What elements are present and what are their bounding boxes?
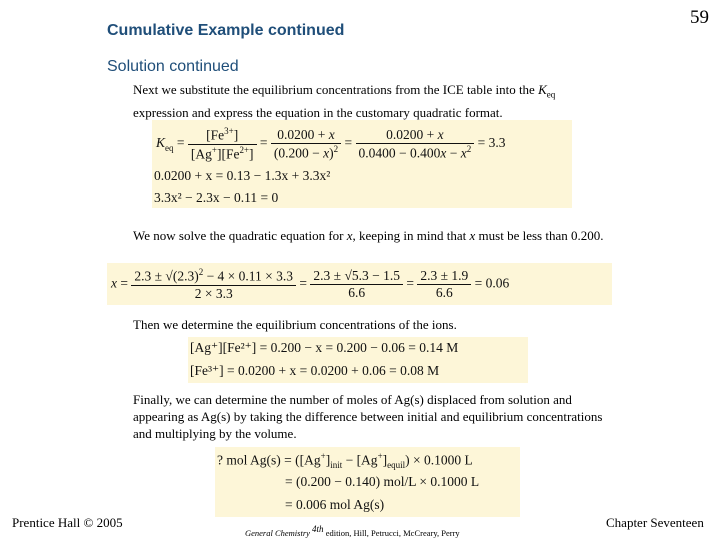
paragraph-moles-displaced: Finally, we can determine the number of moles of Ag(s) displaced from solution and appearing as Ag(s) by taking the difference between initial and equilibrium concentrations and multiplying by the volume. xyxy=(133,392,603,441)
keq-value: 3.3 xyxy=(488,135,506,151)
moles-line-3: = 0.006 mol Ag(s) xyxy=(285,497,385,512)
moles-equation-block xyxy=(215,447,520,517)
quadratic-solution: x = $\frac{2.3 \pm √(2.3)^2 - 4 \times 0.11 \times 3.3}{2 \times 3.3}$ = $\frac{2.3 \pm √5.3 - 1.5}{6.6}$ = $\frac{2.3 \pm 1.9}{6.6}$ = 0.06 xyxy=(111,267,510,301)
page-number: 59 xyxy=(690,7,709,28)
paragraph-substitute: Next we substitute the equilibrium concentrations from the ICE table into the $K_{eq}$ expression and express the equation in the customary quadratic format. xyxy=(133,82,556,120)
moles-line-1: ? mol $Ag(s) = ([Ag^+]_{init} - [Ag^+]_{equil}) \times 0.1000$ L xyxy=(217,451,473,471)
keq-line-2: 0.0200 + x = 0.13 − 1.3x + 3.3x² xyxy=(154,168,331,183)
footer-chapter: Chapter Seventeen xyxy=(606,515,704,530)
footer-authors: edition, Hill, Petrucci, McCreary, Perry xyxy=(325,527,460,538)
ion-equation-block xyxy=(188,337,528,383)
paragraph-solve-quadratic: We now solve the quadratic equation for x, keeping in mind that x must be less than 0.200. xyxy=(133,228,604,243)
slide-title: Cumulative Example continued xyxy=(107,22,345,39)
footer-book-citation xyxy=(245,524,460,538)
footer-book-title: General Chemistry xyxy=(245,527,310,538)
paragraph-equilibrium-ions: Then we determine the equilibrium concentrations of the ions. xyxy=(133,317,457,332)
moles-line-2: = (0.200 − 0.140) mol/L × 0.1000 L xyxy=(285,474,480,489)
keq-equation-block xyxy=(152,120,572,208)
keq-line-3: 3.3x² − 2.3x − 0.11 = 0 xyxy=(154,190,279,205)
footer-publisher: Prentice Hall © 2005 xyxy=(12,515,123,530)
keq-expression: $K_{eq}$ = $\frac{[Fe^{3+}]}{[Ag^+][Fe^{2+}]}$ = $\frac{0.0200 + x}{(0.200 - x)^2}$ = $\frac{0.0200 + x}{0.0400 - 0.400x - x^2}$ = 3.3 xyxy=(156,126,506,161)
quadratic-result: 0.06 xyxy=(485,275,510,291)
ion-line-2: [Fe³⁺] = 0.0200 + x = 0.0200 + 0.06 = 0.08 M xyxy=(190,363,440,378)
quadratic-equation-block xyxy=(107,263,612,305)
ion-line-1: [Ag⁺][Fe²⁺] = 0.200 − x = 0.200 − 0.06 = 0.14 M xyxy=(190,340,459,355)
section-subtitle: Solution continued xyxy=(107,58,239,75)
footer-edition-number: 4th xyxy=(312,524,324,534)
